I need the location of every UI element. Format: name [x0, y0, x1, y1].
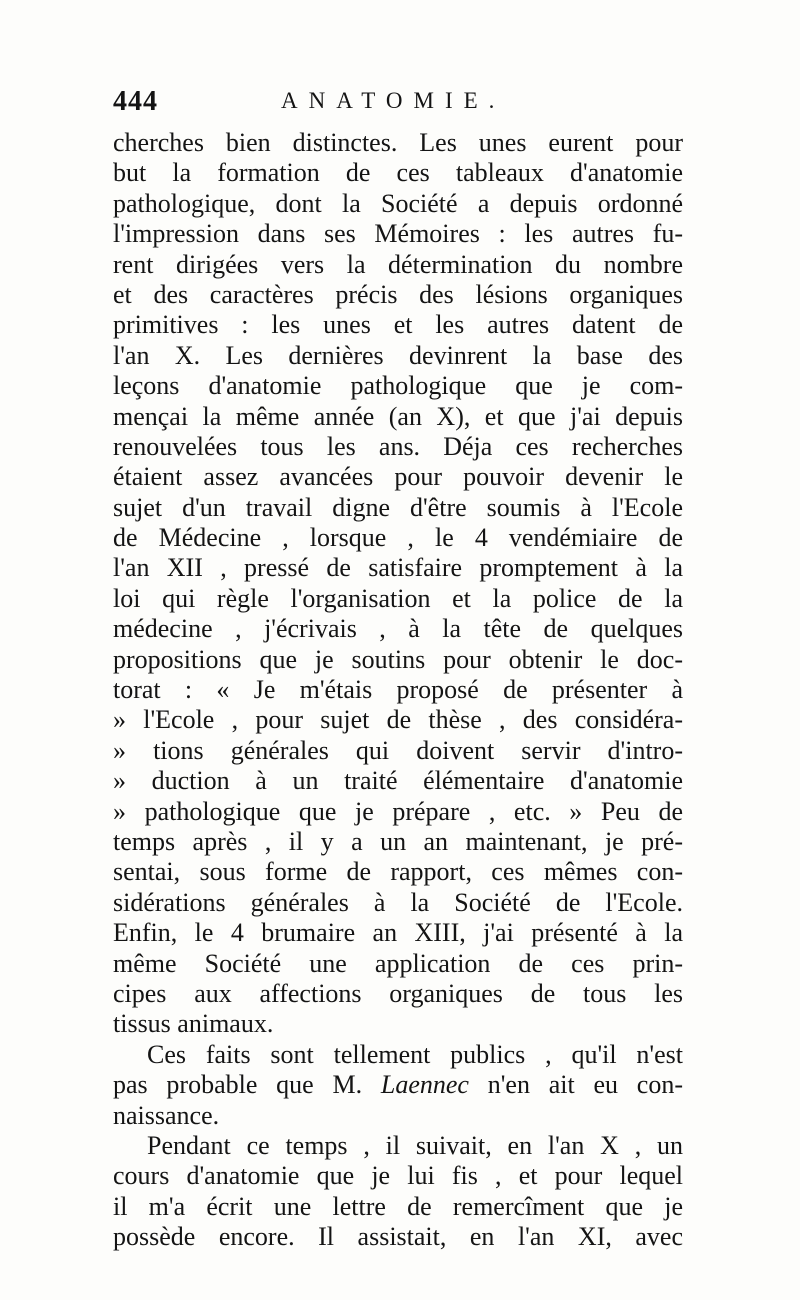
- text-line: l'an XII , pressé de satisfaire promptement à la: [113, 553, 683, 583]
- text-line: primitives : les unes et les autres datent de: [113, 310, 683, 340]
- running-head: ANATOMIE.: [281, 88, 506, 113]
- text-line: sujet d'un travail digne d'être soumis à l'Ecole: [113, 492, 683, 522]
- text-line: sidérations générales à la Société de l'Ecole.: [113, 887, 683, 917]
- italic-name: Laennec: [380, 1070, 469, 1100]
- text-line: et des caractères précis des lésions organiques: [113, 279, 683, 309]
- text-line: médecine , j'écrivais , à la tête de quelques: [113, 614, 683, 644]
- text-line: Ces faits sont tellement publics , qu'il n'est: [147, 1039, 683, 1069]
- text-line: pas probable que M. Laennec n'en ait eu con-: [113, 1070, 683, 1100]
- text-line: rent dirigées vers la détermination du nombre: [113, 249, 683, 279]
- text-line: l'impression dans ses Mémoires : les autres fu-: [113, 219, 683, 249]
- text-line: torat : « Je m'étais proposé de présenter à: [113, 675, 683, 705]
- text-line: il m'a écrit une lettre de remercîment que je: [113, 1191, 683, 1221]
- page-number: 444: [113, 86, 158, 117]
- text-line: mençai la même année (an X), et que j'ai depuis: [113, 401, 683, 431]
- text-line: Enfin, le 4 brumaire an XIII, j'ai présenté à la: [113, 918, 683, 948]
- text-line: cherches bien distinctes. Les unes eurent pour: [113, 128, 683, 157]
- text-line: de Médecine , lorsque , le 4 vendémiaire de: [113, 523, 683, 553]
- text-line: naissance.: [113, 1100, 220, 1130]
- text-line: » duction à un traité élémentaire d'anatomie: [113, 766, 683, 796]
- text-line: renouvelées tous les ans. Déja ces recherches: [113, 431, 683, 461]
- text-line: leçons d'anatomie pathologique que je com-: [113, 371, 683, 401]
- body-text: [113, 128, 683, 1252]
- text-line: pathologique, dont la Société a depuis ordonné: [113, 188, 683, 218]
- text-line: étaient assez avancées pour pouvoir devenir le: [113, 462, 683, 492]
- text-line: loi qui règle l'organisation et la police de la: [113, 583, 683, 613]
- text-line: but la formation de ces tableaux d'anatomie: [113, 158, 683, 188]
- text-line: l'an X. Les dernières devinrent la base des: [113, 340, 683, 370]
- text-line: Pendant ce temps , il suivait, en l'an X , un: [147, 1130, 683, 1160]
- page-header: [113, 84, 683, 124]
- text-line: » tions générales qui doivent servir d'intro-: [113, 735, 683, 765]
- text-line: possède encore. Il assistait, en l'an XI, avec: [113, 1222, 683, 1252]
- text-line: tissus animaux.: [113, 1009, 274, 1039]
- text-line: propositions que je soutins pour obtenir le doc-: [113, 644, 683, 674]
- text-line: cipes aux affections organiques de tous les: [113, 978, 683, 1008]
- text-line: » pathologique que je prépare , etc. » Peu de: [113, 796, 683, 826]
- text-line: même Société une application de ces prin-: [113, 948, 683, 978]
- text-line: sentai, sous forme de rapport, ces mêmes con-: [113, 857, 683, 887]
- text-line: temps après , il y a un an maintenant, je pré-: [113, 826, 683, 856]
- text-line: cours d'anatomie que je lui fis , et pour lequel: [113, 1161, 683, 1191]
- text-line: » l'Ecole , pour sujet de thèse , des considéra-: [113, 705, 683, 735]
